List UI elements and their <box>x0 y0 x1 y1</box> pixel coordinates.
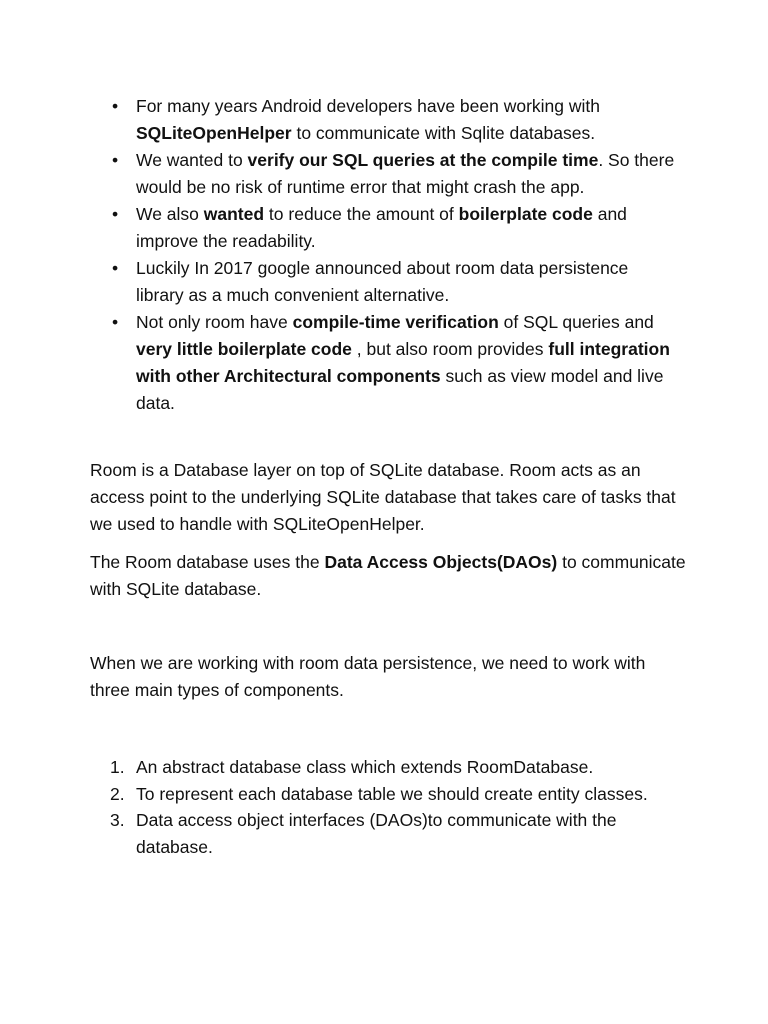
item-number: 1. <box>110 757 125 777</box>
bold-text-run: compile-time verification <box>292 312 499 332</box>
text-run: For many years Android developers have been working with <box>136 96 600 116</box>
intro-bullet-list <box>110 93 680 417</box>
bullet-dot: • <box>112 150 119 170</box>
bold-text-run: full integration with other Architectural components <box>136 339 670 386</box>
text-run: Not only room have <box>136 312 293 332</box>
bullet-text <box>136 312 670 413</box>
text-run: to reduce the amount of <box>264 204 459 224</box>
item-text: To represent each database table we should create entity classes. <box>136 783 648 804</box>
numbered-item <box>110 807 690 860</box>
numbered-item <box>110 754 690 781</box>
text-run: to communicate with SQLite database. <box>90 552 686 599</box>
bullet-dot: • <box>112 258 119 278</box>
numbered-item <box>110 781 690 808</box>
bullet-text <box>136 150 674 197</box>
bullet-text <box>136 96 600 143</box>
bullet-text <box>136 258 628 305</box>
bullet-item <box>110 309 680 417</box>
text-run: such as view model and live data. <box>136 366 664 413</box>
bullet-item <box>110 255 680 309</box>
dao-paragraph <box>90 549 690 603</box>
item-text: An abstract database class which extends RoomDatabase. <box>136 757 594 777</box>
bold-text-run: SQLiteOpenHelper <box>136 123 292 143</box>
bold-text-run: wanted <box>203 204 265 224</box>
room-overview-paragraph <box>90 457 690 538</box>
bullet-item <box>110 93 680 147</box>
text-run: Room is a Database layer on top of SQLite database. Room acts as an access point to the underlying SQLite database that takes care of tasks that we used to handle with SQLiteOpenHelper. <box>90 460 676 534</box>
text-run: . So there would be no risk of runtime error that might crash the app. <box>136 150 675 197</box>
text-run: of SQL queries and <box>498 312 654 332</box>
bullet-text <box>136 204 627 251</box>
components-numbered-list <box>110 754 690 860</box>
text-run: to communicate with Sqlite databases. <box>291 123 596 143</box>
bold-text-run: Data Access Objects(DAOs) <box>324 552 558 572</box>
text-run: The Room database uses the <box>90 552 325 572</box>
text-run: and improve the readability. <box>136 204 627 251</box>
text-run: When we are working with room data persistence, we need to work with three main types of components. <box>90 653 646 700</box>
text-run: We also <box>136 204 204 224</box>
bullet-item <box>110 201 680 255</box>
text-run: , but also room provides <box>351 339 549 359</box>
item-text: Data access object interfaces (DAOs)to communicate with the database. <box>136 810 617 857</box>
components-intro-paragraph <box>90 650 690 704</box>
text-run: Luckily In 2017 google announced about room data persistence library as a much convenient alternative. <box>136 258 629 305</box>
bold-text-run: boilerplate code <box>458 204 593 224</box>
bold-text-run: verify our SQL queries at the compile time <box>247 150 599 170</box>
bullet-dot: • <box>112 312 119 332</box>
bullet-dot: • <box>112 204 119 224</box>
item-number: 3. <box>110 810 125 830</box>
item-number: 2. <box>110 783 125 804</box>
bullet-item <box>110 147 680 201</box>
bullet-dot: • <box>112 96 119 116</box>
text-run: We wanted to <box>136 150 248 170</box>
bold-text-run: very little boilerplate code <box>136 339 352 359</box>
